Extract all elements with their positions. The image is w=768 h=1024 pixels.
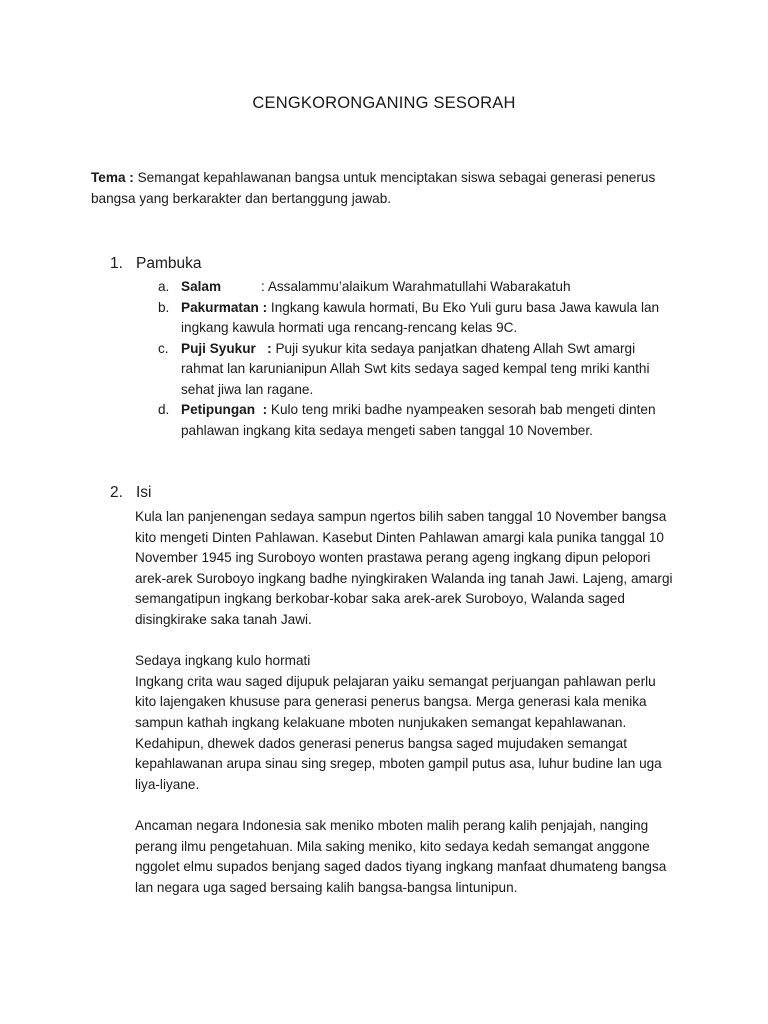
item-label: Puji Syukur (181, 340, 256, 356)
item-separator: : (255, 340, 276, 356)
item-separator: : (258, 299, 271, 315)
list-letter: a. (158, 279, 170, 294)
section-title: Isi (136, 484, 152, 501)
item-label: Salam (181, 279, 222, 294)
document-title: CENGKORONGANING SESORAH (252, 94, 516, 112)
list-item-salam (158, 277, 678, 298)
item-text: Puji syukur kita sedaya panjatkan dhateng Allah Swt amargi rahmat lan karunianipun Allah Swt kits sedaya saged kempal teng mriki kanthi sehat jiwa lan ragane. (181, 340, 650, 397)
list-letter: d. (158, 402, 170, 417)
item-label: Pakurmatan (181, 299, 259, 315)
content-body (135, 507, 680, 919)
item-separator: : (255, 402, 271, 417)
salutation-line: Sedaya ingkang kulo hormati (135, 653, 311, 669)
item-text: Kulo teng mriki badhe nyampeaken sesorah bab mengeti dinten pahlawan ingkang kita sedaya mengeti saben tanggal 10 November. (181, 402, 656, 438)
section-number: 1. (110, 255, 123, 272)
paragraph: Kula lan panjenengan sedaya sampun ngertos bilih saben tanggal 10 November bangsa kito mengeti Dinten Pahlawan. Kasebut Dinten Pahlawan amargi kala punika tanggal 10 November 1945 ing Suroboyo wonten prastawa perang ageng ingkang dipun pelopori arek-arek Suroboyo ingkang badhe nyingkiraken Walanda ing tanah Jawi. Lajeng, amargi semangatipun ingkang berkobar-kobar saka arek-arek Suroboyo, Walanda saged disingkirake saka tanah Jawi. (135, 509, 673, 627)
section-title: Pambuka (136, 255, 202, 272)
theme-text: Semangat kepahlawanan bangsa untuk menciptakan siswa sebagai generasi penerus bangsa yang berkarakter dan bertanggung jawab. (91, 170, 656, 206)
paragraph: Ancaman negara Indonesia sak meniko mboten malih perang kalih penjajah, nanging perang ilmu pengetahuan. Mila saking meniko, kito sedaya kedah semangat anggone nggolet elmu supados benjang saged dados tiyang ingkang manfaat dhumateng bangsa lan negara uga saged bersaing kalih bangsa-bangsa lintunipun. (135, 817, 667, 895)
list-letter: b. (158, 299, 170, 315)
section-heading-pambuka (110, 255, 201, 273)
item-label: Petipungan (181, 402, 256, 417)
item-separator: : (261, 279, 268, 294)
list-item-petipungan (158, 400, 678, 441)
section-number: 2. (110, 484, 123, 501)
item-text: Assalammu’alaikum Warahmatullahi Wabarakatuh (267, 279, 571, 294)
item-text: Ingkang kawula hormati, Bu Eko Yuli guru basa Jawa kawula lan ingkang kawula hormati uga rencang-rencang kelas 9C. (181, 299, 660, 335)
list-item-pakurmatan (158, 298, 678, 339)
opening-list (158, 277, 678, 441)
theme-paragraph (91, 167, 681, 209)
list-item-puji-syukur (158, 339, 678, 401)
section-heading-isi (110, 484, 152, 502)
theme-label: Tema : (91, 170, 134, 185)
list-letter: c. (158, 340, 169, 356)
paragraph: Ingkang crita wau saged dijupuk pelajaran yaiku semangat perjuangan pahlawan perlu kito lajengaken khususe para generasi penerus bangsa. Merga generasi kala menika sampun kathah ingkang kelakuane mboten nunjukaken semangat kepahlawanan. Kedahipun, dhewek dados generasi penerus bangsa saged mujudaken semangat kepahlawanan arupa sinau sing sregep, mboten gampil putus asa, luhur budine lan uga liya-liyane. (135, 673, 662, 792)
